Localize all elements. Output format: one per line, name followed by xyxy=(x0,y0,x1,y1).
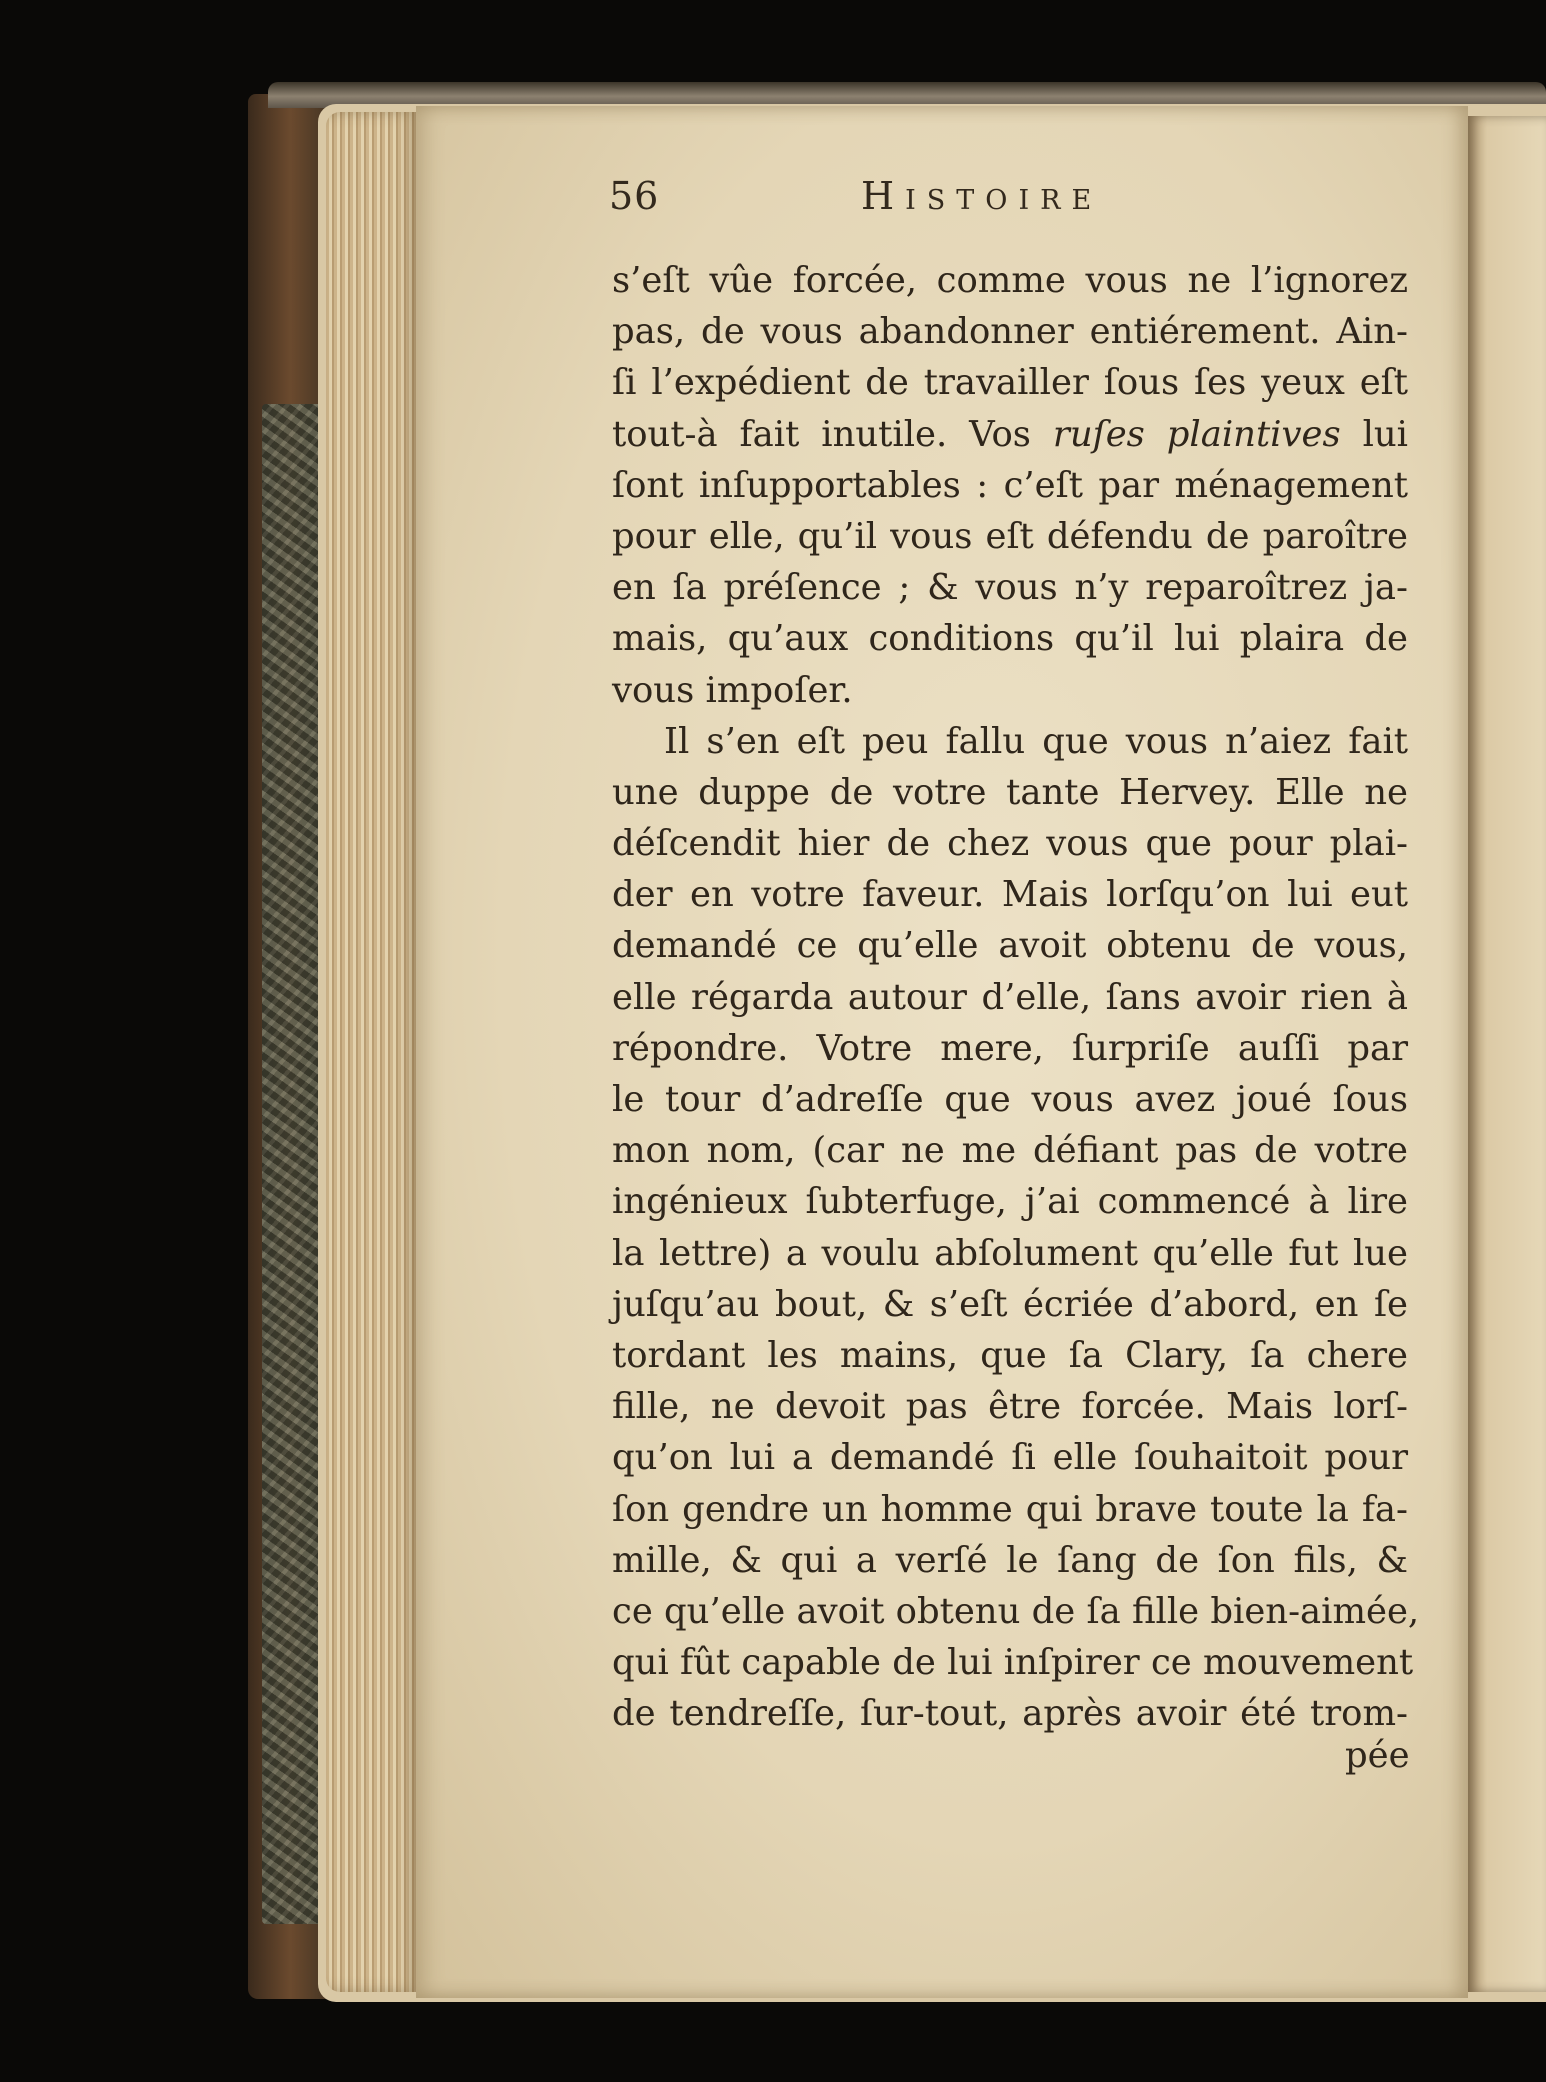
text-line xyxy=(612,1484,1408,1535)
line-text: répondre. Votre mere, ſurpriſe auſſi par xyxy=(612,1027,1408,1069)
line-text: s’eſt vûe forcée, comme vous ne l’ignorez xyxy=(612,260,1408,301)
running-head xyxy=(609,174,1409,240)
text-line xyxy=(612,972,1408,1023)
line-text: ſi l’expédient de travailler ſous ſes yeux eſt xyxy=(612,362,1408,404)
text-line xyxy=(612,1176,1408,1227)
body-text xyxy=(612,255,1420,1739)
line-text: juſqu’au bout, & s’eſt écriée d’abord, en ſe xyxy=(612,1283,1408,1325)
line-text: la lettre) a voulu abſolument qu’elle fut lue xyxy=(612,1232,1408,1274)
text-line xyxy=(612,1535,1408,1586)
line-text: qui fût capable de lui inſpirer ce mouvement xyxy=(612,1642,1414,1684)
text-line xyxy=(612,562,1408,613)
text-line xyxy=(612,409,1408,460)
line-text: vous impoſer. xyxy=(612,669,853,711)
text-line xyxy=(612,716,1408,767)
line-text: une duppe de votre tante Hervey. Elle ne xyxy=(612,771,1408,813)
italic-phrase: ruſes plaintives xyxy=(1052,413,1341,455)
text-line xyxy=(612,767,1408,818)
text-line xyxy=(612,255,1408,306)
text-line xyxy=(612,1125,1408,1176)
line-text: ſont inſupportables : c’eſt par ménagement xyxy=(612,464,1408,506)
line-text: elle régarda autour d’elle, ſans avoir rien à xyxy=(612,976,1408,1018)
text-line xyxy=(612,460,1408,511)
right-page-edge xyxy=(1468,116,1546,1992)
line-text: ce qu’elle avoit obtenu de ſa fille bien-aimée, xyxy=(612,1590,1420,1632)
line-text: de tendreſſe, ſur-tout, après avoir été trom- xyxy=(612,1693,1408,1735)
line-text: tout-à fait inutile. Vos xyxy=(612,413,1053,455)
text-line xyxy=(612,1688,1408,1739)
line-text: mais, qu’aux conditions qu’il lui plaira de xyxy=(612,618,1408,660)
line-text: en ſa préſence ; & vous n’y reparoîtrez ja- xyxy=(612,567,1408,609)
line-text: fille, ne devoit pas être forcée. Mais lorſ- xyxy=(612,1386,1408,1428)
line-text: lui xyxy=(1340,413,1408,455)
text-line xyxy=(612,1074,1408,1125)
line-text: mon nom, (car ne me défiant pas de votre xyxy=(612,1130,1408,1172)
line-text: ſon gendre un homme qui brave toute la fa- xyxy=(612,1488,1408,1530)
line-text: tordant les mains, que ſa Clary, ſa chere xyxy=(612,1334,1408,1376)
page-number: 56 xyxy=(609,174,660,218)
text-line xyxy=(612,1432,1408,1483)
text-line xyxy=(612,1023,1408,1074)
text-line xyxy=(612,1279,1408,1330)
text-line xyxy=(612,818,1408,869)
text-line xyxy=(612,1381,1408,1432)
text-line xyxy=(612,306,1408,357)
text-line xyxy=(612,1330,1408,1381)
text-line xyxy=(612,511,1408,562)
line-text: déſcendit hier de chez vous que pour plai- xyxy=(612,823,1408,865)
running-title: Histoire xyxy=(861,174,1103,218)
line-text: ingénieux ſubterfuge, j’ai commencé à lire xyxy=(612,1181,1408,1223)
text-line xyxy=(612,869,1408,920)
text-line xyxy=(612,1637,1414,1688)
line-text: Il s’en eſt peu fallu que vous n’aiez fait xyxy=(664,720,1408,762)
page-edges xyxy=(326,112,418,1992)
line-text: qu’on lui a demandé ſi elle ſouhaitoit pour xyxy=(612,1437,1408,1479)
text-line xyxy=(612,920,1408,971)
line-text: mille, & qui a verſé le ſang de ſon fils, & xyxy=(612,1539,1408,1581)
line-text: le tour d’adreſſe que vous avez joué ſous xyxy=(612,1079,1408,1120)
line-text: pour elle, qu’il vous eſt défendu de paroître xyxy=(612,515,1408,557)
line-text: demandé ce qu’elle avoit obtenu de vous, xyxy=(612,925,1408,967)
catchword: pée xyxy=(1345,1735,1410,1776)
marbled-cover-pattern xyxy=(262,404,322,1924)
text-line xyxy=(612,613,1408,664)
text-line xyxy=(612,1586,1420,1637)
text-line xyxy=(612,1228,1408,1279)
line-text: pas, de vous abandonner entiérement. Ain- xyxy=(612,311,1408,353)
text-line xyxy=(612,357,1408,408)
text-line xyxy=(612,665,1408,716)
line-text: der en votre faveur. Mais lorſqu’on lui eut xyxy=(612,874,1408,916)
